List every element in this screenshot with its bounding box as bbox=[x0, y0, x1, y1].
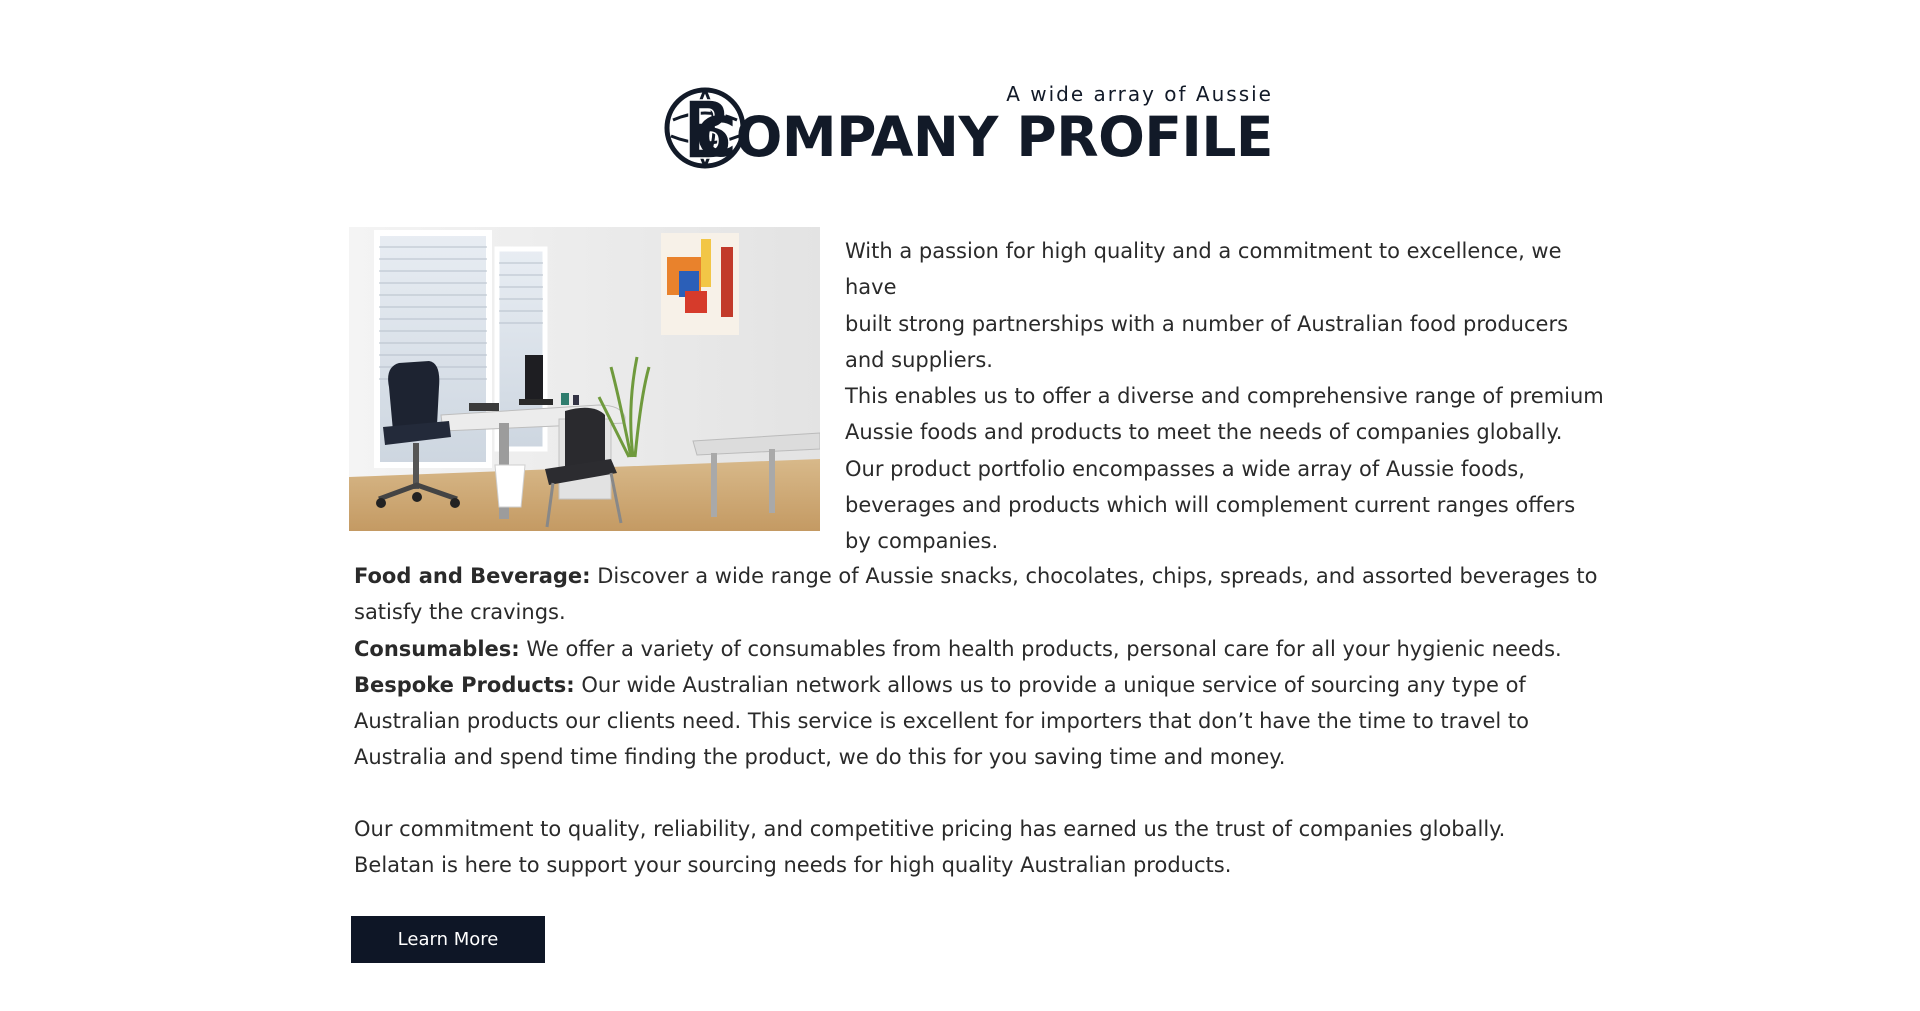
category-consumables bbox=[354, 631, 1619, 667]
office-interior-image bbox=[349, 227, 820, 531]
closing-line: Belatan is here to support your sourcing needs for high quality Australian products. bbox=[354, 853, 1232, 878]
closing-paragraph bbox=[354, 811, 1619, 884]
intro-line: With a passion for high quality and a commitment to excellence, we have bbox=[845, 239, 1562, 300]
intro-paragraph bbox=[845, 233, 1615, 560]
category-text: We offer a variety of consumables from health products, personal care for all your hygienic needs. bbox=[519, 636, 1562, 661]
intro-line: Our product portfolio encompasses a wide array of Aussie foods, bbox=[845, 456, 1525, 481]
office-photo bbox=[349, 227, 820, 531]
category-label: Food and Beverage: bbox=[354, 564, 591, 588]
category-bespoke-products bbox=[354, 667, 1619, 776]
category-text: Discover a wide range of Aussie snacks, chocolates, chips, spreads, and assorted beverages to satisfy the cravings. bbox=[354, 564, 1598, 625]
product-categories bbox=[354, 558, 1619, 776]
category-text: Our wide Australian network allows us to provide a unique service of sourcing any type of Australian products our clients need. This service is excellent for importers that don’t have the time to travel to Australia and spend time finding the product, we do this for you saving time and money. bbox=[354, 672, 1530, 770]
closing-line: Our commitment to quality, reliability, and competitive pricing has earned us the trust of companies globally. bbox=[354, 817, 1506, 841]
category-label: Consumables: bbox=[354, 636, 520, 661]
learn-more-button[interactable]: Learn More bbox=[351, 916, 545, 963]
category-label: Bespoke Products: bbox=[354, 672, 575, 697]
page-header bbox=[663, 82, 1273, 172]
intro-line: beverages and products which will complement current ranges offers bbox=[845, 493, 1576, 518]
intro-line: by companies. bbox=[845, 529, 999, 554]
intro-line: This enables us to offer a diverse and comprehensive range of premium bbox=[845, 384, 1604, 409]
intro-line: Aussie foods and products to meet the needs of companies globally. bbox=[845, 420, 1563, 445]
intro-line: and suppliers. bbox=[845, 347, 993, 372]
intro-line: built strong partnerships with a number of Australian food producers bbox=[845, 311, 1569, 336]
header-tagline: A wide array of Aussie bbox=[1006, 82, 1273, 106]
category-food-and-beverage bbox=[354, 558, 1619, 631]
page-title: COMPANY PROFILE bbox=[695, 105, 1273, 169]
